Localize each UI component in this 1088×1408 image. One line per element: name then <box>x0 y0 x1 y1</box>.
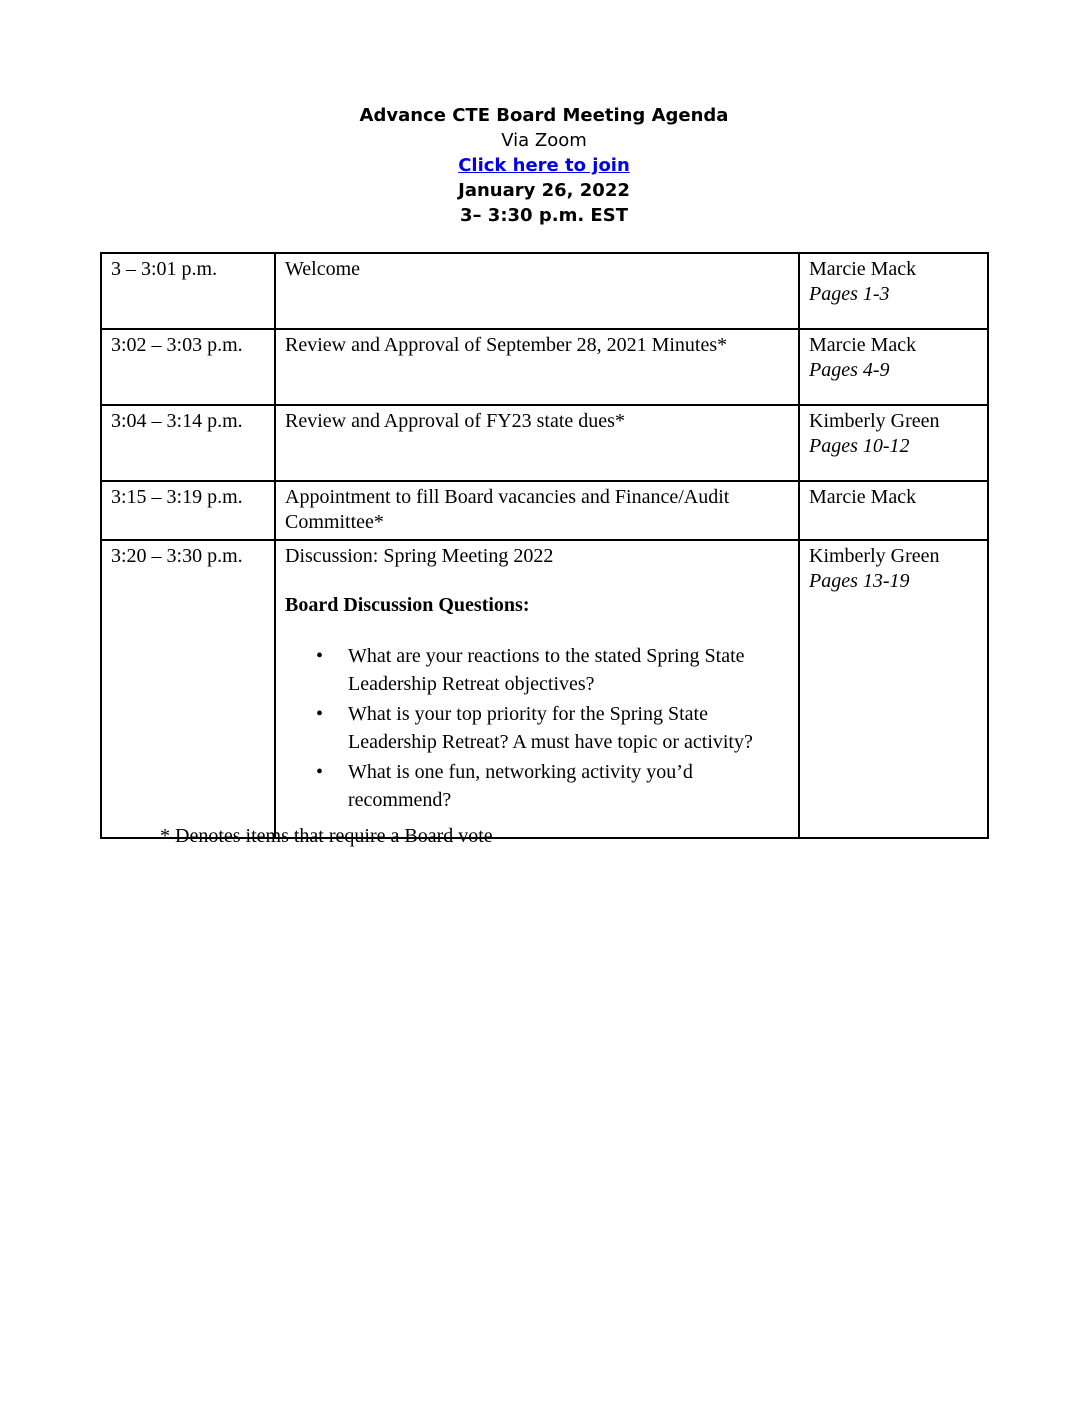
presenter-cell <box>799 481 988 540</box>
item-cell <box>275 540 799 838</box>
agenda-header <box>0 103 1088 228</box>
list-item <box>316 700 790 756</box>
list-item <box>316 758 790 814</box>
question-text: What are your reactions to the stated Spring State Leadership Retreat objectives? <box>348 645 745 695</box>
time-cell: 3:02 – 3:03 p.m. <box>101 329 275 405</box>
table-row <box>101 405 988 481</box>
table-row <box>101 481 988 540</box>
question-text: What is your top priority for the Spring State Leadership Retreat? A must have topic or activity? <box>348 703 753 753</box>
meeting-location: Via Zoom <box>501 130 587 151</box>
table-row <box>101 253 988 329</box>
table-row <box>101 540 988 838</box>
bullet-icon: • <box>316 703 324 725</box>
page-reference: Pages 10-12 <box>809 435 910 457</box>
footnote: * Denotes items that require a Board vote <box>160 825 493 847</box>
item-cell: Appointment to fill Board vacancies and Finance/Audit Committee* <box>275 481 799 540</box>
presenter-name: Marcie Mack <box>809 334 917 356</box>
item-cell: Review and Approval of FY23 state dues* <box>275 405 799 481</box>
time-cell: 3:20 – 3:30 p.m. <box>101 540 275 838</box>
discussion-questions <box>285 642 790 814</box>
presenter-cell <box>799 329 988 405</box>
table-row <box>101 329 988 405</box>
page-reference: Pages 13-19 <box>809 570 910 592</box>
bullet-icon: • <box>316 645 324 667</box>
page-title: Advance CTE Board Meeting Agenda <box>359 105 729 126</box>
list-item <box>316 642 790 698</box>
bullet-icon: • <box>316 761 324 783</box>
presenter-name: Marcie Mack <box>809 258 917 280</box>
page-reference: Pages 1-3 <box>809 283 890 305</box>
presenter-cell <box>799 253 988 329</box>
presenter-name: Kimberly Green <box>809 545 940 567</box>
time-cell: 3 – 3:01 p.m. <box>101 253 275 329</box>
meeting-date: January 26, 2022 <box>458 180 630 201</box>
agenda-table <box>100 252 989 839</box>
discussion-title: Discussion: Spring Meeting 2022 <box>285 545 554 567</box>
time-cell: 3:04 – 3:14 p.m. <box>101 405 275 481</box>
question-text: What is one fun, networking activity you’d recommend? <box>348 761 693 811</box>
item-cell: Review and Approval of September 28, 2021 Minutes* <box>275 329 799 405</box>
time-cell: 3:15 – 3:19 p.m. <box>101 481 275 540</box>
page-reference: Pages 4-9 <box>809 359 890 381</box>
item-cell: Welcome <box>275 253 799 329</box>
meeting-time: 3– 3:30 p.m. EST <box>460 205 628 226</box>
presenter-cell <box>799 405 988 481</box>
presenter-cell <box>799 540 988 838</box>
zoom-join-link[interactable]: Click here to join <box>458 155 630 176</box>
discussion-heading: Board Discussion Questions: <box>285 594 530 616</box>
presenter-name: Marcie Mack <box>809 486 917 508</box>
presenter-name: Kimberly Green <box>809 410 940 432</box>
